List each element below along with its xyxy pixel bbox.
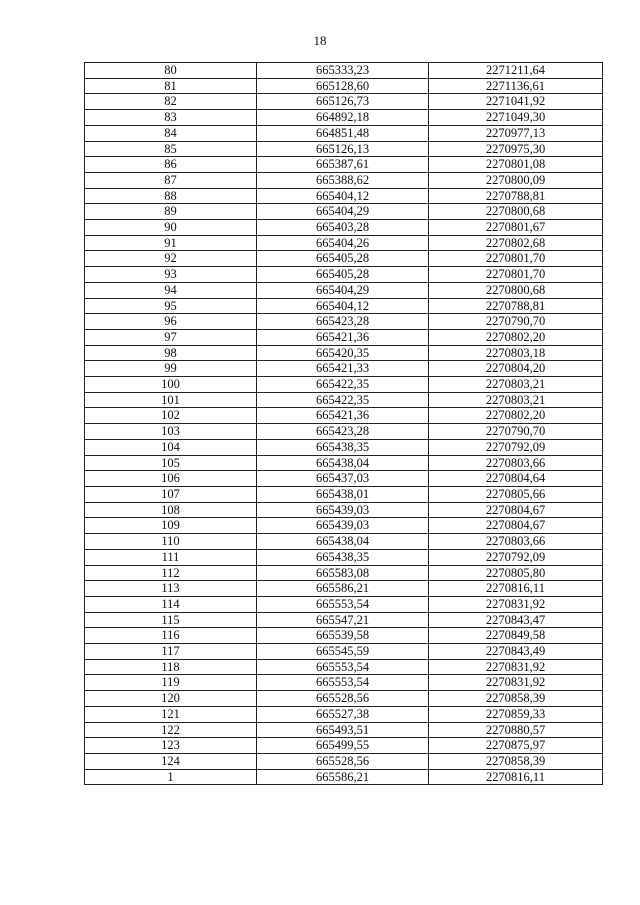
x-coordinate-cell: 665423,28 xyxy=(257,424,429,440)
point-number-cell: 99 xyxy=(85,361,257,377)
table-row xyxy=(85,141,603,157)
x-coordinate-cell: 665128,60 xyxy=(257,78,429,94)
table-row xyxy=(85,392,603,408)
table-row xyxy=(85,518,603,534)
point-number-cell: 89 xyxy=(85,204,257,220)
table-row xyxy=(85,675,603,691)
x-coordinate-cell: 665423,28 xyxy=(257,314,429,330)
x-coordinate-cell: 665586,21 xyxy=(257,769,429,785)
point-number-cell: 87 xyxy=(85,172,257,188)
table-row xyxy=(85,455,603,471)
x-coordinate-cell: 665438,04 xyxy=(257,534,429,550)
y-coordinate-cell: 2270800,68 xyxy=(429,282,603,298)
x-coordinate-cell: 664892,18 xyxy=(257,110,429,126)
table-row xyxy=(85,329,603,345)
y-coordinate-cell: 2270804,20 xyxy=(429,361,603,377)
x-coordinate-cell: 665545,59 xyxy=(257,644,429,660)
x-coordinate-cell: 665421,36 xyxy=(257,408,429,424)
table-row xyxy=(85,534,603,550)
x-coordinate-cell: 665438,01 xyxy=(257,486,429,502)
table-row xyxy=(85,157,603,173)
table-row xyxy=(85,628,603,644)
x-coordinate-cell: 665547,21 xyxy=(257,612,429,628)
table-row xyxy=(85,172,603,188)
y-coordinate-cell: 2270859,33 xyxy=(429,706,603,722)
x-coordinate-cell: 665437,03 xyxy=(257,471,429,487)
x-coordinate-cell: 665438,04 xyxy=(257,455,429,471)
x-coordinate-cell: 665403,28 xyxy=(257,220,429,236)
point-number-cell: 105 xyxy=(85,455,257,471)
table-row xyxy=(85,691,603,707)
x-coordinate-cell: 665333,23 xyxy=(257,63,429,79)
y-coordinate-cell: 2270792,09 xyxy=(429,439,603,455)
table-row xyxy=(85,596,603,612)
y-coordinate-cell: 2270805,80 xyxy=(429,565,603,581)
y-coordinate-cell: 2271211,64 xyxy=(429,63,603,79)
table-row xyxy=(85,110,603,126)
point-number-cell: 83 xyxy=(85,110,257,126)
table-row xyxy=(85,267,603,283)
coordinates-table-body xyxy=(85,63,603,785)
x-coordinate-cell: 665404,29 xyxy=(257,204,429,220)
y-coordinate-cell: 2270801,70 xyxy=(429,251,603,267)
table-row xyxy=(85,644,603,660)
table-row xyxy=(85,377,603,393)
point-number-cell: 82 xyxy=(85,94,257,110)
table-row xyxy=(85,471,603,487)
point-number-cell: 104 xyxy=(85,439,257,455)
table-row xyxy=(85,220,603,236)
x-coordinate-cell: 665553,54 xyxy=(257,675,429,691)
y-coordinate-cell: 2270977,13 xyxy=(429,125,603,141)
table-row xyxy=(85,424,603,440)
x-coordinate-cell: 665404,12 xyxy=(257,188,429,204)
table-row xyxy=(85,612,603,628)
y-coordinate-cell: 2270803,21 xyxy=(429,377,603,393)
x-coordinate-cell: 665553,54 xyxy=(257,596,429,612)
point-number-cell: 110 xyxy=(85,534,257,550)
x-coordinate-cell: 665388,62 xyxy=(257,172,429,188)
x-coordinate-cell: 665422,35 xyxy=(257,392,429,408)
table-row xyxy=(85,251,603,267)
point-number-cell: 107 xyxy=(85,486,257,502)
x-coordinate-cell: 665499,55 xyxy=(257,738,429,754)
table-row xyxy=(85,345,603,361)
table-row xyxy=(85,188,603,204)
point-number-cell: 111 xyxy=(85,549,257,565)
table-row xyxy=(85,361,603,377)
point-number-cell: 85 xyxy=(85,141,257,157)
point-number-cell: 90 xyxy=(85,220,257,236)
y-coordinate-cell: 2270788,81 xyxy=(429,188,603,204)
x-coordinate-cell: 665404,12 xyxy=(257,298,429,314)
table-row xyxy=(85,722,603,738)
y-coordinate-cell: 2270875,97 xyxy=(429,738,603,754)
y-coordinate-cell: 2270802,68 xyxy=(429,235,603,251)
x-coordinate-cell: 665420,35 xyxy=(257,345,429,361)
point-number-cell: 116 xyxy=(85,628,257,644)
point-number-cell: 112 xyxy=(85,565,257,581)
point-number-cell: 1 xyxy=(85,769,257,785)
point-number-cell: 91 xyxy=(85,235,257,251)
table-row xyxy=(85,314,603,330)
point-number-cell: 93 xyxy=(85,267,257,283)
page-number: 18 xyxy=(313,33,327,48)
y-coordinate-cell: 2270803,66 xyxy=(429,534,603,550)
table-row xyxy=(85,78,603,94)
y-coordinate-cell: 2270849,58 xyxy=(429,628,603,644)
x-coordinate-cell: 665583,08 xyxy=(257,565,429,581)
point-number-cell: 113 xyxy=(85,581,257,597)
point-number-cell: 100 xyxy=(85,377,257,393)
table-row xyxy=(85,486,603,502)
point-number-cell: 81 xyxy=(85,78,257,94)
point-number-cell: 101 xyxy=(85,392,257,408)
x-coordinate-cell: 665528,56 xyxy=(257,691,429,707)
y-coordinate-cell: 2270975,30 xyxy=(429,141,603,157)
point-number-cell: 108 xyxy=(85,502,257,518)
point-number-cell: 123 xyxy=(85,738,257,754)
table-row xyxy=(85,125,603,141)
table-row xyxy=(85,439,603,455)
y-coordinate-cell: 2270858,39 xyxy=(429,691,603,707)
point-number-cell: 92 xyxy=(85,251,257,267)
y-coordinate-cell: 2270803,21 xyxy=(429,392,603,408)
table-row xyxy=(85,659,603,675)
y-coordinate-cell: 2270792,09 xyxy=(429,549,603,565)
point-number-cell: 119 xyxy=(85,675,257,691)
x-coordinate-cell: 665404,26 xyxy=(257,235,429,251)
point-number-cell: 102 xyxy=(85,408,257,424)
y-coordinate-cell: 2270831,92 xyxy=(429,659,603,675)
x-coordinate-cell: 665553,54 xyxy=(257,659,429,675)
table-row xyxy=(85,706,603,722)
y-coordinate-cell: 2270788,81 xyxy=(429,298,603,314)
y-coordinate-cell: 2270880,57 xyxy=(429,722,603,738)
y-coordinate-cell: 2270801,08 xyxy=(429,157,603,173)
table-row xyxy=(85,204,603,220)
point-number-cell: 95 xyxy=(85,298,257,314)
x-coordinate-cell: 665422,35 xyxy=(257,377,429,393)
y-coordinate-cell: 2271049,30 xyxy=(429,110,603,126)
x-coordinate-cell: 665126,73 xyxy=(257,94,429,110)
y-coordinate-cell: 2270816,11 xyxy=(429,581,603,597)
y-coordinate-cell: 2270800,68 xyxy=(429,204,603,220)
y-coordinate-cell: 2270801,67 xyxy=(429,220,603,236)
table-row xyxy=(85,738,603,754)
point-number-cell: 103 xyxy=(85,424,257,440)
point-number-cell: 84 xyxy=(85,125,257,141)
point-number-cell: 94 xyxy=(85,282,257,298)
x-coordinate-cell: 665528,56 xyxy=(257,753,429,769)
table-row xyxy=(85,298,603,314)
table-row xyxy=(85,549,603,565)
y-coordinate-cell: 2270804,64 xyxy=(429,471,603,487)
x-coordinate-cell: 665586,21 xyxy=(257,581,429,597)
x-coordinate-cell: 665493,51 xyxy=(257,722,429,738)
y-coordinate-cell: 2270843,49 xyxy=(429,644,603,660)
y-coordinate-cell: 2270831,92 xyxy=(429,675,603,691)
x-coordinate-cell: 665387,61 xyxy=(257,157,429,173)
x-coordinate-cell: 665421,33 xyxy=(257,361,429,377)
table-row xyxy=(85,282,603,298)
x-coordinate-cell: 665404,29 xyxy=(257,282,429,298)
x-coordinate-cell: 665421,36 xyxy=(257,329,429,345)
x-coordinate-cell: 665439,03 xyxy=(257,518,429,534)
table-row xyxy=(85,502,603,518)
table-row xyxy=(85,565,603,581)
point-number-cell: 121 xyxy=(85,706,257,722)
y-coordinate-cell: 2270790,70 xyxy=(429,314,603,330)
x-coordinate-cell: 665405,28 xyxy=(257,267,429,283)
point-number-cell: 86 xyxy=(85,157,257,173)
table-row xyxy=(85,235,603,251)
x-coordinate-cell: 665539,58 xyxy=(257,628,429,644)
table-row xyxy=(85,769,603,785)
y-coordinate-cell: 2270805,66 xyxy=(429,486,603,502)
y-coordinate-cell: 2270816,11 xyxy=(429,769,603,785)
x-coordinate-cell: 664851,48 xyxy=(257,125,429,141)
y-coordinate-cell: 2270858,39 xyxy=(429,753,603,769)
x-coordinate-cell: 665438,35 xyxy=(257,549,429,565)
y-coordinate-cell: 2270801,70 xyxy=(429,267,603,283)
point-number-cell: 124 xyxy=(85,753,257,769)
y-coordinate-cell: 2270804,67 xyxy=(429,502,603,518)
y-coordinate-cell: 2270802,20 xyxy=(429,329,603,345)
table-row xyxy=(85,94,603,110)
y-coordinate-cell: 2270803,18 xyxy=(429,345,603,361)
x-coordinate-cell: 665438,35 xyxy=(257,439,429,455)
coordinates-table xyxy=(84,62,603,785)
y-coordinate-cell: 2270831,92 xyxy=(429,596,603,612)
y-coordinate-cell: 2271041,92 xyxy=(429,94,603,110)
y-coordinate-cell: 2270804,67 xyxy=(429,518,603,534)
table-row xyxy=(85,753,603,769)
x-coordinate-cell: 665439,03 xyxy=(257,502,429,518)
point-number-cell: 80 xyxy=(85,63,257,79)
point-number-cell: 97 xyxy=(85,329,257,345)
point-number-cell: 98 xyxy=(85,345,257,361)
y-coordinate-cell: 2270843,47 xyxy=(429,612,603,628)
point-number-cell: 114 xyxy=(85,596,257,612)
y-coordinate-cell: 2270802,20 xyxy=(429,408,603,424)
point-number-cell: 120 xyxy=(85,691,257,707)
y-coordinate-cell: 2271136,61 xyxy=(429,78,603,94)
table-row xyxy=(85,581,603,597)
table-row xyxy=(85,408,603,424)
y-coordinate-cell: 2270803,66 xyxy=(429,455,603,471)
y-coordinate-cell: 2270790,70 xyxy=(429,424,603,440)
point-number-cell: 88 xyxy=(85,188,257,204)
y-coordinate-cell: 2270800,09 xyxy=(429,172,603,188)
table-row xyxy=(85,63,603,79)
point-number-cell: 106 xyxy=(85,471,257,487)
x-coordinate-cell: 665126,13 xyxy=(257,141,429,157)
point-number-cell: 117 xyxy=(85,644,257,660)
point-number-cell: 118 xyxy=(85,659,257,675)
point-number-cell: 109 xyxy=(85,518,257,534)
point-number-cell: 122 xyxy=(85,722,257,738)
point-number-cell: 115 xyxy=(85,612,257,628)
point-number-cell: 96 xyxy=(85,314,257,330)
x-coordinate-cell: 665405,28 xyxy=(257,251,429,267)
x-coordinate-cell: 665527,38 xyxy=(257,706,429,722)
